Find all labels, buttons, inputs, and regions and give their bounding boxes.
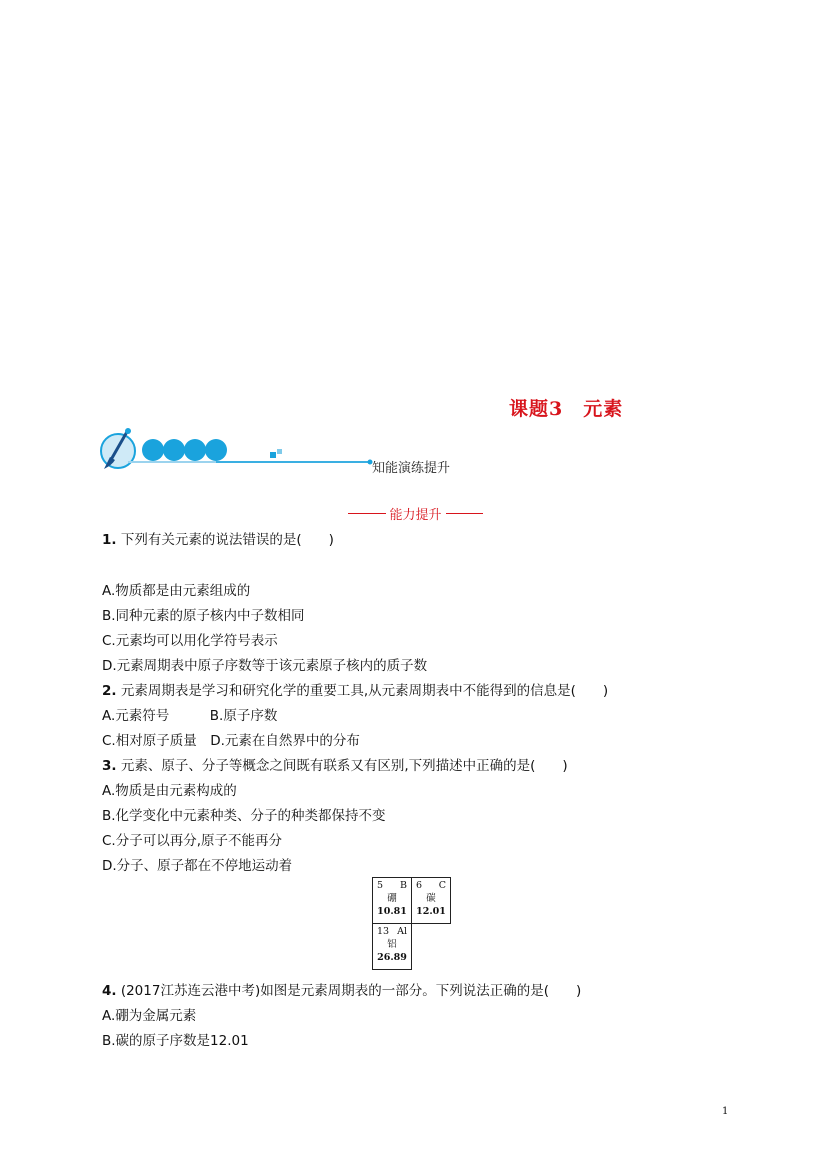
question-number: 1.: [102, 532, 117, 548]
question-number: 3.: [102, 758, 117, 774]
divider: [348, 513, 386, 514]
option: A.物质是由元素构成的: [102, 783, 237, 799]
atomic-number: 6: [416, 880, 423, 891]
question-stem: 元素、原子、分子等概念之间既有联系又有区别,下列描述中正确的是( ): [116, 758, 568, 774]
atomic-number: 5: [377, 880, 384, 891]
option: A.元素符号 B.原子序数: [102, 708, 278, 724]
divider: [446, 513, 484, 514]
page-number: 1: [722, 1106, 729, 1117]
atomic-mass: 12.01: [416, 906, 446, 917]
question-2: [102, 679, 608, 699]
element-name: 硼: [387, 893, 397, 904]
question-3: [102, 754, 568, 774]
question-stem: 元素周期表是学习和研究化学的重要工具,从元素周期表中不能得到的信息是( ): [116, 683, 609, 699]
question-stem: (2017江苏连云港中考)如图是元素周期表的一部分。下列说法正确的是( ): [116, 983, 582, 999]
element-symbol: Al: [397, 926, 407, 937]
question-stem: 下列有关元素的说法错误的是( ): [116, 532, 334, 548]
option: B.同种元素的原子核内中子数相同: [102, 608, 305, 624]
option: C.相对原子质量 D.元素在自然界中的分布: [102, 733, 360, 749]
element-symbol: C: [438, 880, 446, 891]
banner-label: 知能演练提升: [372, 461, 451, 476]
page-title: 课题3 元素: [509, 398, 624, 420]
question-number: 4.: [102, 983, 117, 999]
option: B.化学变化中元素种类、分子的种类都保持不变: [102, 808, 386, 824]
atomic-mass: 26.89: [377, 952, 407, 963]
question-4: [102, 979, 581, 999]
option: D.元素周期表中原子序数等于该元素原子核内的质子数: [102, 658, 428, 674]
option: B.碳的原子序数是12.01: [102, 1033, 249, 1049]
option: C.元素均可以用化学符号表示: [102, 633, 278, 649]
option: A.硼为金属元素: [102, 1008, 197, 1024]
option: C.分子可以再分,原子不能再分: [102, 833, 283, 849]
question-number: 2.: [102, 683, 117, 699]
element-name: 铝: [387, 939, 397, 950]
element-name: 碳: [426, 893, 436, 904]
atomic-number: 13: [377, 926, 390, 937]
question-1: [102, 528, 334, 548]
atomic-mass: 10.81: [377, 906, 407, 917]
element-cell-aluminium: [372, 923, 412, 970]
element-cell-boron: [372, 877, 412, 924]
section-heading: [348, 504, 483, 522]
section-title: 能力提升: [389, 507, 442, 523]
element-cell-carbon: [411, 877, 451, 924]
element-symbol: B: [400, 880, 407, 891]
option: D.分子、原子都在不停地运动着: [102, 858, 293, 874]
option: A.物质都是由元素组成的: [102, 583, 251, 599]
